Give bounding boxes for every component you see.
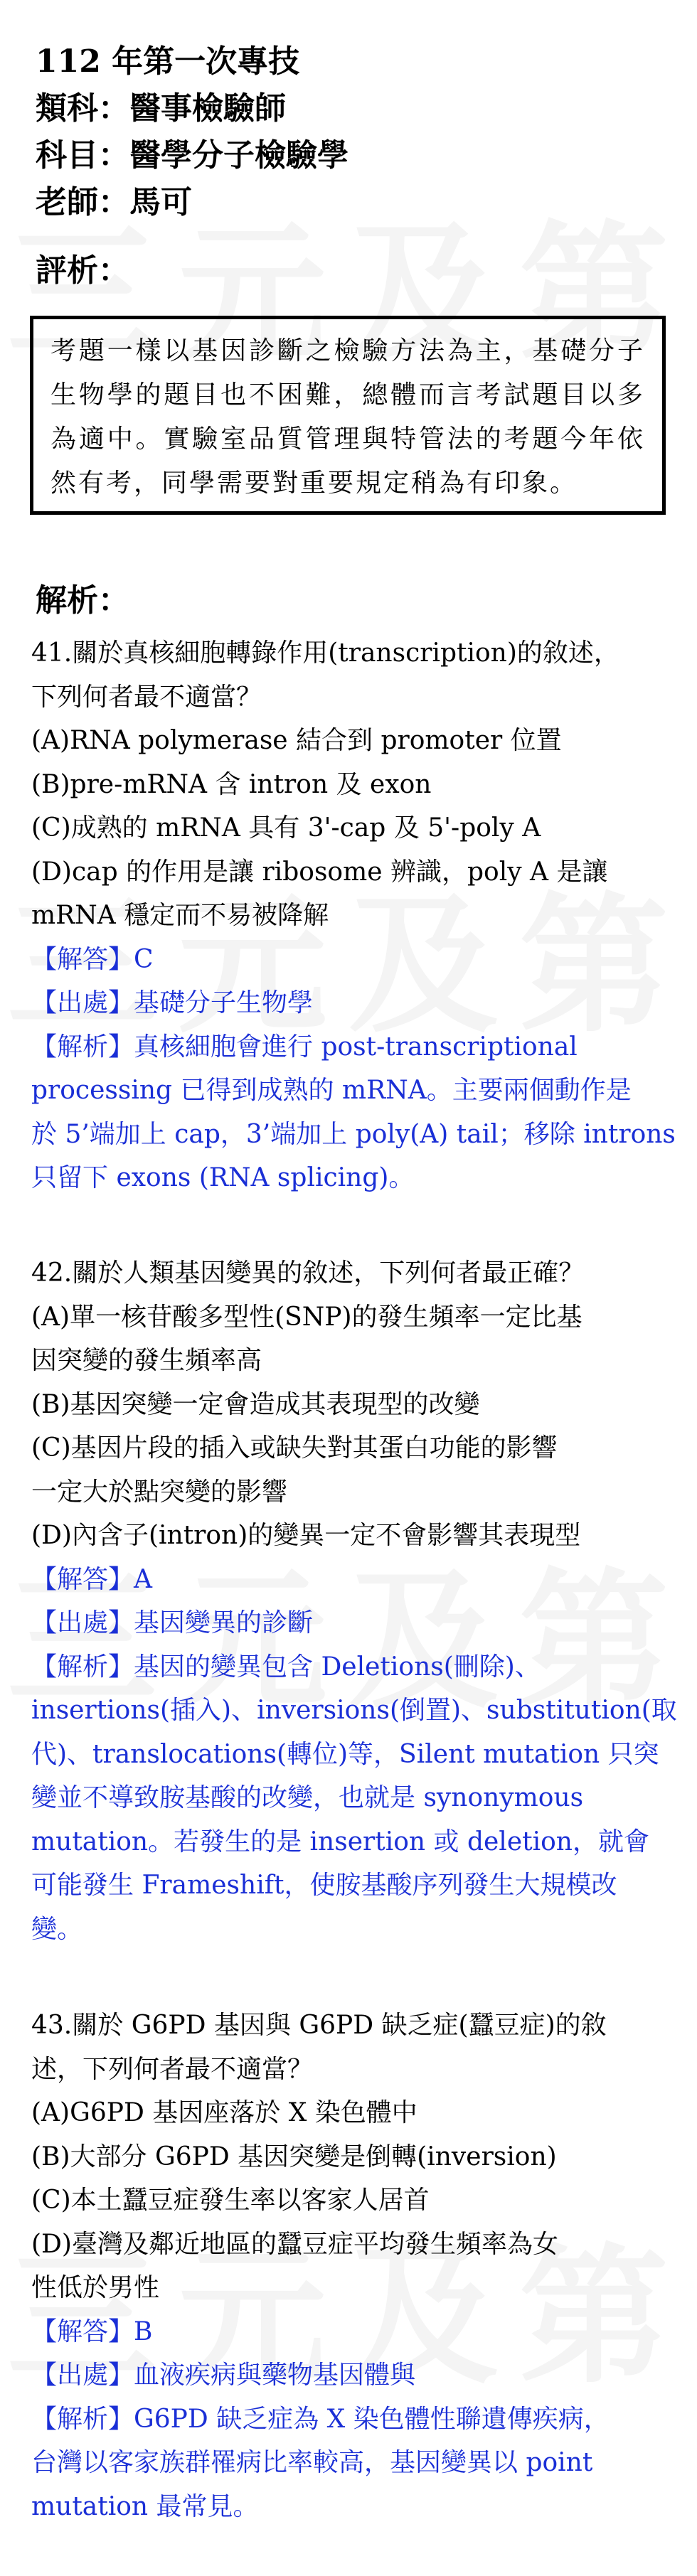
explanation-line: 變並不導致胺基酸的改變，也就是 synonymous [31,1783,584,1812]
explanation-line: 【解析】基因的變異包含 Deletions(刪除)、 [31,1652,541,1682]
option-line: (C)成熟的 mRNA 具有 3'-cap 及 5'-poly A [31,813,541,843]
option-line: mRNA 穩定而不易被降解 [31,901,329,930]
explanation-line: 【解析】G6PD 缺乏症為 X 染色體性聯遺傳疾病， [31,2404,610,2434]
explanation-line: 代)、translocations(轉位)等，Silent mutation 只突 [31,1739,659,1769]
option-line: (D)臺灣及鄰近地區的蠶豆症平均發生頻率為女 [31,2229,558,2259]
review-heading: 評析： [36,252,129,289]
answer-line: 【解答】C [31,944,154,974]
explanation-line: insertions(插入)、inversions(倒置)、substitution(取 [31,1696,677,1725]
source-line: 【出處】基礎分子生物學 [31,988,314,1017]
explanation-line: 可能發生 Frameshift，使胺基酸序列發生大規模改 [31,1871,617,1900]
question-line: 述，下列何者最不適當？ [31,2054,314,2084]
source-line: 【出處】血液疾病與藥物基因體與 [31,2361,416,2390]
option-line: (B)基因突變一定會造成其表現型的改變 [31,1389,480,1419]
question-43 [31,2004,666,2528]
option-line: 一定大於點突變的影響 [31,1477,288,1507]
option-line: (C)基因片段的插入或缺失對其蛋白功能的影響 [31,1433,558,1463]
option-line: (A)單一核苷酸多型性(SNP)的發生頻率一定比基 [31,1302,582,1332]
explanation-line: 只留下 exons (RNA splicing)。 [31,1163,415,1192]
explanation-line: mutation 最常見。 [31,2491,259,2521]
review-box: 考題一樣以基因診斷之檢驗方法為主，基礎分子生物學的題目也不困難，總體而言考試題目以多為適中。實驗室品質管理與特管法的考題今年依然有考，同學需要對重要規定稍為有印象。 [30,316,666,515]
explanation-line: mutation。若發生的是 insertion 或 deletion，就會 [31,1827,649,1856]
exam-category: 類科：醫事檢驗師 [36,90,286,127]
explanation-line: 【解析】真核細胞會進行 post-transcriptional [31,1032,578,1062]
explanation-line: processing 已得到成熟的 mRNA。主要兩個動作是 [31,1076,632,1105]
option-line: 因突變的發生頻率高 [31,1346,262,1375]
explanation-line: 變。 [31,1914,83,1944]
question-42 [31,1251,677,1951]
option-line: (A)G6PD 基因座落於 X 染色體中 [31,2098,417,2127]
explanation-line: 於 5’端加上 cap，3’端加上 poly(A) tail；移除 introns [31,1119,676,1149]
analysis-heading: 解析： [36,582,129,619]
exam-title: 112 年第一次專技 [36,43,300,80]
question-line: 41.關於真核細胞轉錄作用(transcription)的敘述， [31,638,619,668]
question-line: 42.關於人類基因變異的敘述，下列何者最正確？ [31,1258,585,1288]
exam-subject: 科目：醫學分子檢驗學 [36,137,348,173]
explanation-line: 台灣以客家族群罹病比率較高，基因變異以 point [31,2448,593,2477]
option-line: (D)cap 的作用是讓 ribosome 辨識，poly A 是讓 [31,857,608,887]
option-line: (B)大部分 G6PD 基因突變是倒轉(inversion) [31,2142,557,2171]
option-line: 性低於男性 [31,2273,160,2302]
option-line: (D)內含子(intron)的變異一定不會影響其表現型 [31,1521,581,1550]
option-line: (C)本土蠶豆症發生率以客家人居首 [31,2186,430,2215]
answer-line: 【解答】A [31,1564,152,1594]
exam-teacher: 老師：馬可 [36,184,192,220]
question-line: 43.關於 G6PD 基因與 G6PD 缺乏症(蠶豆症)的敘 [31,2011,607,2040]
option-line: (A)RNA polymerase 結合到 promoter 位置 [31,726,562,755]
source-line: 【出處】基因變異的診斷 [31,1608,314,1637]
question-41 [31,631,676,1200]
question-line: 下列何者最不適當？ [31,682,262,712]
option-line: (B)pre-mRNA 含 intron 及 exon [31,769,432,799]
answer-line: 【解答】B [31,2316,153,2346]
